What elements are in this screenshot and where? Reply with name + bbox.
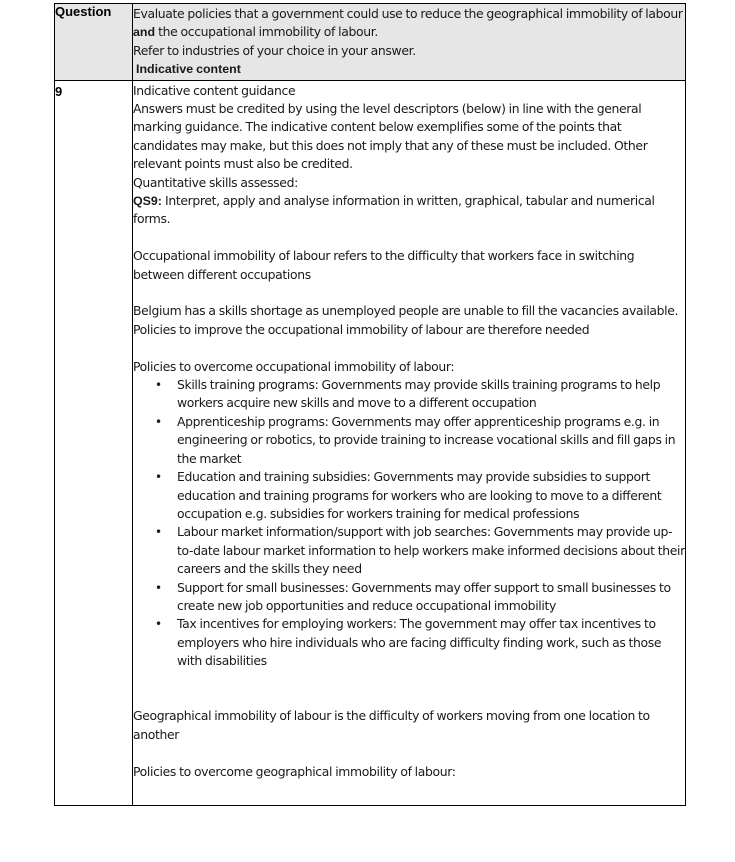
belgium-example: Belgium has a skills shortage as unemployed people are unable to fill the vacancies available. Policies to improve the occupational immobility of labour are therefore needed — [133, 303, 679, 337]
prompt-text-start: Evaluate policies that a government could use to reduce the geographical immobility of labour — [133, 6, 683, 21]
spacer — [133, 339, 685, 357]
guidance-title: Indicative content guidance — [133, 82, 296, 98]
occupational-policies-heading: Policies to overcome occupational immobility of labour: — [133, 358, 455, 374]
mark-scheme-table — [54, 3, 686, 806]
spacer — [133, 229, 685, 247]
list-item: • Education and training subsidies: Governments may provide subsidies to support education and training programs for workers who are looking to move to a different occupation e.g. subsidies for workers training for medical professions — [177, 468, 685, 523]
indicative-content-heading: Indicative content — [136, 62, 241, 77]
list-item: • Labour market information/support with job searches: Governments may provide up-to-date labour market information to help workers make informed decisions about their careers and the skills they need — [177, 523, 685, 578]
list-item: • Skills training programs: Governments may provide skills training programs to help workers acquire new skills and move to a different occupation — [177, 376, 685, 413]
question-9-row — [55, 80, 686, 806]
spacer — [133, 744, 685, 762]
spacer — [133, 284, 685, 302]
list-item: • Tax incentives for employing workers: The government may offer tax incentives to employers who hire individuals who are facing difficulty finding work, such as those with disabilities — [177, 615, 685, 670]
occupational-policies-list — [133, 376, 685, 671]
spacer — [133, 671, 685, 689]
qs-code: QS9: — [133, 194, 162, 209]
prompt-text-end: the occupational immobility of labour. — [158, 24, 378, 40]
question-instruction: Refer to industries of your choice in your answer. — [133, 42, 416, 58]
question-label: Question — [55, 4, 133, 81]
spacer — [133, 781, 685, 799]
indicative-content-cell — [133, 80, 686, 806]
guidance-text: Answers must be credited by using the level descriptors (below) in line with the general marking guidance. The indicative content below exemplifies some of the points that candidates may make, but this does not imply that any of these must be included. Other relevant points must also be credited. — [133, 101, 648, 172]
qs-text: Interpret, apply and analyse information in written, graphical, tabular and numerical forms. — [133, 193, 655, 227]
question-prompt — [133, 5, 685, 42]
question-prompt-cell — [133, 4, 686, 81]
geographical-definition: Geographical immobility of labour is the difficulty of workers moving from one location to another — [133, 708, 650, 742]
quant-skills-label: Quantitative skills assessed: — [133, 174, 298, 190]
list-item: • Support for small businesses: Governments may offer support to small businesses to create new job opportunities and reduce occupational immobility — [177, 579, 685, 616]
list-item: • Apprenticeship programs: Governments may offer apprenticeship programs e.g. in engineering or robotics, to provide training to increase vocational skills and fill gaps in the market — [177, 413, 685, 468]
occupational-definition: Occupational immobility of labour refers to the difficulty that workers face in switching between different occupations — [133, 248, 635, 282]
prompt-and-emphasis: and — [133, 25, 156, 40]
question-header-row — [55, 4, 686, 81]
geographical-policies-heading: Policies to overcome geographical immobility of labour: — [133, 763, 456, 779]
spacer — [133, 689, 685, 707]
qs9-description — [133, 192, 685, 229]
question-number: 9 — [55, 80, 133, 806]
